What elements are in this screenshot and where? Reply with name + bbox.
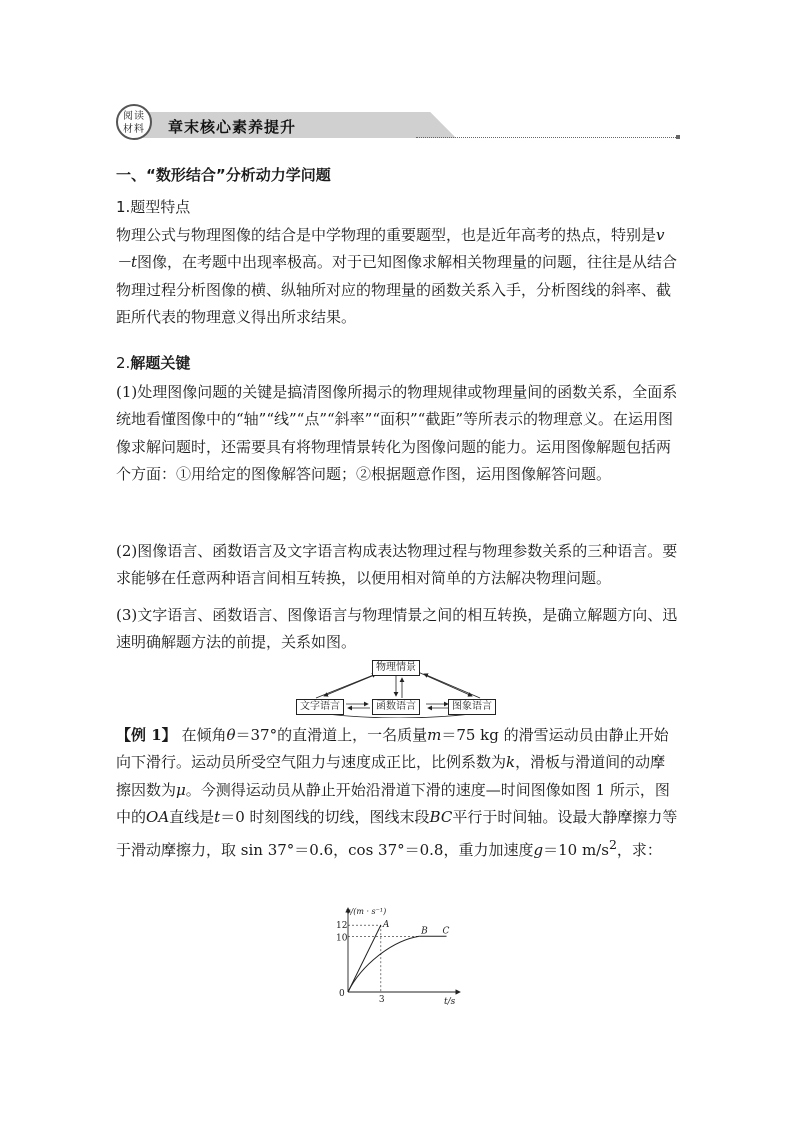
box-physical-scene: 物理情景 <box>372 660 420 676</box>
ex-t1: 在倾角 <box>181 726 227 744</box>
text-a: 物理公式与物理图像的结合是中学物理的重要题型，也是近年高考的热点，特别是 <box>116 226 657 244</box>
paragraph-key-3: (3)文字语言、函数语言、图像语言与物理情景之间的相互转换，是确立解题方向、迅速明确解题方法的前提，关系如图。 <box>116 606 678 652</box>
header-rule-end <box>676 135 680 139</box>
ex-t5: 。今测得运动员从静止开始沿滑道下滑的速度—时间图像如图 1 所示，图中的 <box>116 780 670 826</box>
ex-k: k <box>506 753 516 772</box>
ex-mu: μ <box>176 780 186 799</box>
example-1 <box>116 722 678 864</box>
example-label: 【例 1】 <box>116 726 177 744</box>
box-function-language: 函数语言 <box>372 699 420 715</box>
ex-m: m <box>427 726 442 744</box>
ex-theta: θ <box>226 726 236 744</box>
y-tick-10: 10 <box>336 933 348 944</box>
velocity-curve <box>348 936 419 992</box>
paragraph-key-1: (1)处理图像问题的关键是搞清图像所揭示的物理规律或物理量间的函数关系，全面系统地看懂图像中的“轴”“线”“点”“斜率”“面积”“截距”等所表示的物理意义。在运用图像求解问题时，还需要具有将物理情景转化为图像问题的能力。运用图像解题包括两个方面：①用给定的图像解答问题；②根据题意作图，运用图像解答问题。 <box>116 383 678 483</box>
vt-chart-svg <box>328 906 464 1006</box>
relation-diagram <box>296 660 502 718</box>
subheading-2-text: 解题关键 <box>130 354 191 372</box>
point-label-b: B <box>421 926 428 937</box>
subheading-1: 1.题型特点 <box>116 198 191 216</box>
header-title: 章末核心素养提升 <box>168 118 297 136</box>
badge-line1: 阅读 <box>123 111 145 122</box>
header-rule <box>416 137 678 138</box>
vt-chart <box>328 906 464 1006</box>
tangent-oa <box>348 925 381 992</box>
origin-label: 0 <box>339 989 345 999</box>
ex-t3: ＝75 kg 的滑雪运动员由静止开始向下滑行。运动员所受空气阻力与速度成正比，比例系数为 <box>116 726 669 772</box>
vt-symbol: v－t <box>116 226 665 272</box>
ex-sup: 2 <box>608 837 617 853</box>
point-label-c: C <box>442 926 450 937</box>
y-axis-label: v/(m · s⁻¹) <box>346 907 387 916</box>
ex-t6: 直线是 <box>169 807 215 826</box>
y-tick-12: 12 <box>336 921 348 932</box>
ex-t10: ，求： <box>616 841 662 860</box>
ex-t: t <box>214 807 221 826</box>
x-axis-label: t/s <box>444 997 456 1006</box>
reading-material-badge <box>116 104 152 140</box>
ex-oa: OA <box>146 807 170 826</box>
ex-t2: ＝37°的直滑道上，一名质量 <box>235 726 428 744</box>
box-text-language: 文字语言 <box>296 699 344 715</box>
point-label-a: A <box>382 920 390 931</box>
ex-t4: ，滑板与滑道间的动摩擦因数为 <box>116 753 666 799</box>
box-graph-language: 图象语言 <box>448 699 496 715</box>
subheading-2 <box>116 350 678 377</box>
ex-t9: ＝10 m/s <box>543 841 609 860</box>
badge-line2: 材料 <box>123 124 145 135</box>
section-heading: 一、“数形结合”分析动力学问题 <box>116 166 331 184</box>
text-b: 图像，在考题中出现率极高。对于已知图像求解相关物理量的问题，往往是从结合物理过程分析图像的横、纵轴所对应的物理量的函数关系入手，分析图线的斜率、截距所代表的物理意义得出所求结果。 <box>116 253 678 326</box>
chapter-header <box>116 104 678 144</box>
x-tick-3: 3 <box>378 995 385 1005</box>
ex-t8: 平行于时间轴。设最大静摩擦力等于滑动摩擦力，取 sin 37°＝0.6，cos 37°＝0.8，重力加速度 <box>116 807 678 860</box>
ex-bc: BC <box>429 807 453 826</box>
ex-t7: ＝0 时刻图线的切线，图线末段 <box>220 807 430 826</box>
subheading-2-num: 2. <box>116 354 131 372</box>
paragraph-key-2: (2)图像语言、函数语言及文字语言构成表达物理过程与物理参数关系的三种语言。要求能够在任意两种语言间相互转换，以便用相对简单的方法解决物理问题。 <box>116 542 678 588</box>
ex-g: g <box>533 841 544 860</box>
paragraph-type-features <box>116 222 678 331</box>
